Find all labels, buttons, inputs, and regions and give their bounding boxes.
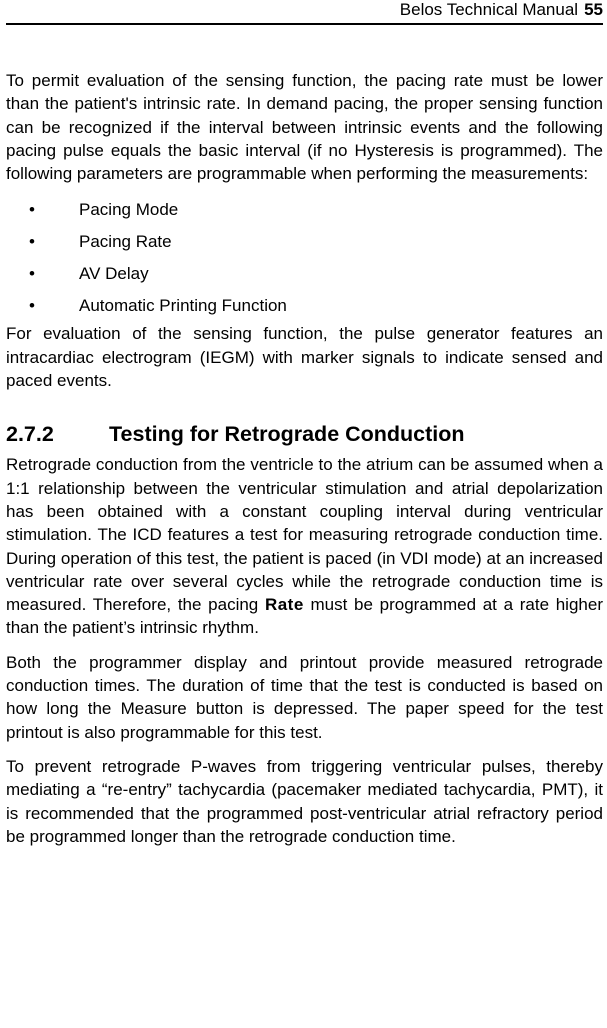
bullet-icon: •: [29, 232, 35, 252]
retrograde-paragraph: [6, 453, 603, 639]
intro-paragraph: To permit evaluation of the sensing function, the pacing rate must be lower than the patient's intrinsic rate. In demand pacing, the proper sensing function can be recognized if the interval between intrinsic events and the following pacing pulse equals the basic interval (if no Hysteresis is programmed). The following parameters are programmable when performing the measurements:: [6, 71, 603, 184]
retrograde-paragraph-text: Retrograde conduction from the ventricle to the atrium can be assumed when a 1:1 relationship between the ventricular stimulation and atrial depolarization has been obtained with a constant coupling interval during ventricular stimulation. The ICD features a test for measuring retrograde conduction time. During operation of this test, the patient is paced (in VDI mode) at an increased ventricular rate over several cycles while the retrograde conduction time is measured. Therefore, the pacing: [6, 455, 603, 615]
manual-page: [6, 0, 603, 848]
bullet-icon: •: [29, 200, 35, 220]
section-title: Testing for Retrograde Conduction: [109, 422, 465, 447]
rate-keyword: Rate: [264, 595, 304, 615]
bullet-icon: •: [29, 264, 35, 284]
list-item: [6, 290, 603, 322]
list-item-text: Pacing Mode: [79, 200, 179, 220]
retrograde-paragraph-text-end: must be programmed at a rate higher than the patient’s intrinsic rhythm.: [6, 595, 603, 638]
list-item: [6, 258, 603, 290]
iegm-paragraph: For evaluation of the sensing function, the pulse generator features an intracardiac electrogram (IEGM) with marker signals to indicate sensed and paced events.: [6, 324, 603, 391]
bullet-icon: •: [29, 296, 35, 316]
measurement-paragraph: Both the programmer display and printout provide measured retrograde conduction times. The duration of time that the test is conducted is based on how long the Measure button is depressed. The paper speed for the test printout is also programmable for this test.: [6, 652, 603, 742]
section-heading: [6, 421, 603, 447]
parameter-list: [6, 194, 603, 322]
list-item-text: Pacing Rate: [79, 232, 172, 252]
list-item-text: AV Delay: [79, 264, 149, 284]
section-number: 2.7.2: [6, 422, 54, 447]
pmt-paragraph: To prevent retrograde P-waves from triggering ventricular pulses, thereby mediating a “re-entry” tachycardia (pacemaker mediated tachycardia, PMT), it is recommended that the programmed post-ventricular atrial refractory period be programmed longer than the retrograde conduction time.: [6, 756, 603, 846]
list-item-text: Automatic Printing Function: [79, 296, 287, 316]
list-item: [6, 226, 603, 258]
list-item: [6, 194, 603, 226]
manual-title: Belos Technical Manual: [399, 0, 579, 19]
page-number: 55: [584, 0, 603, 19]
running-header: [6, 0, 603, 25]
